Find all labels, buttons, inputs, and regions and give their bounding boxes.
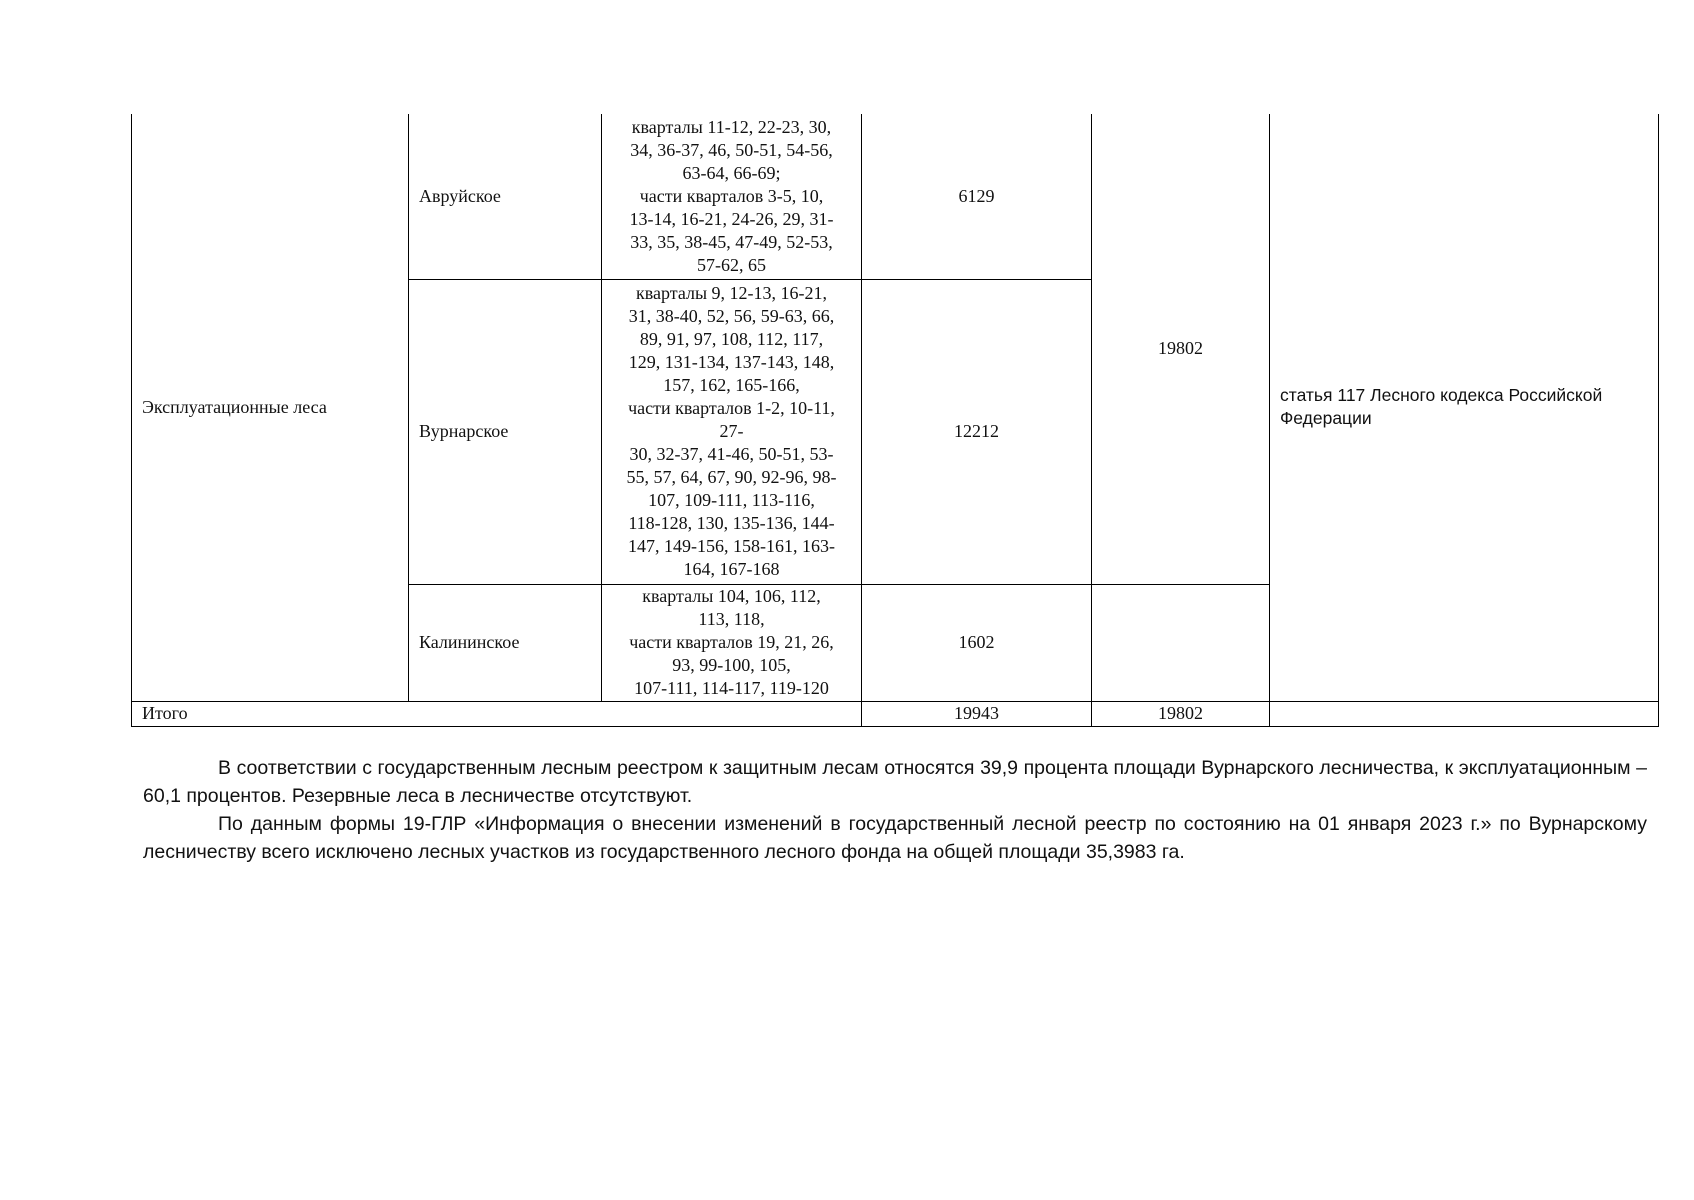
quarters-line: части кварталов 3-5, 10, bbox=[639, 185, 824, 206]
total-basis-cell bbox=[1270, 701, 1659, 726]
paragraph-excluded-plots: По данным формы 19-ГЛР «Информация о внесении изменений в государственный лесной реестр по состоянию на 01 января 2023 г.» по Вурнарскому лесничеству всего исключено лесных участков из государственного лесного фонда на общей площади 35,3983 га. bbox=[143, 813, 1647, 863]
quarters-line: 55, 57, 64, 67, 90, 92-96, 98- bbox=[626, 467, 837, 487]
forest-table bbox=[131, 114, 1659, 727]
total-row bbox=[132, 701, 1659, 726]
area-cell bbox=[862, 279, 1092, 584]
quarters-line: кварталы 9, 12-13, 16-21, bbox=[635, 283, 828, 303]
quarters-line: 33, 35, 38-45, 47-49, 52-53, bbox=[630, 231, 833, 252]
area-value: 1602 bbox=[958, 632, 995, 652]
quarters-cell bbox=[602, 279, 862, 584]
forestry-name: Калининское bbox=[419, 632, 520, 652]
forestry-name-cell bbox=[409, 114, 602, 279]
merged-total-cell bbox=[1092, 114, 1270, 584]
quarters-line: 34, 36-37, 46, 50-51, 54-56, bbox=[630, 139, 833, 160]
quarters-line: 107-111, 114-117, 119-120 bbox=[634, 678, 829, 698]
legal-basis-text: статья 117 Лесного кодекса Российской Федерации bbox=[1280, 385, 1603, 429]
quarters-line: 93, 99-100, 105, bbox=[672, 655, 791, 675]
quarters-line: части кварталов 19, 21, 26, bbox=[629, 632, 834, 652]
total-sum-cell bbox=[1092, 701, 1270, 726]
forest-category-label: Эксплуатационные леса bbox=[142, 396, 327, 417]
quarters-line: части кварталов 1-2, 10-11, bbox=[628, 398, 835, 418]
merged-total-value: 19802 bbox=[1158, 338, 1203, 359]
quarters-line: 113, 118, bbox=[698, 609, 765, 629]
forestry-name: Авруйское bbox=[419, 185, 501, 206]
empty-total-cell bbox=[1092, 584, 1270, 701]
quarters-line: 107, 109-111, 113-116, bbox=[648, 490, 815, 510]
forestry-name: Вурнарское bbox=[419, 421, 509, 441]
quarters-line: кварталы 11-12, 22-23, 30, bbox=[631, 116, 832, 137]
quarters-line: кварталы 104, 106, 112, bbox=[642, 586, 821, 606]
quarters-line: 27- bbox=[719, 421, 744, 441]
quarters-cell bbox=[602, 114, 862, 279]
quarters-line: 57-62, 65 bbox=[697, 254, 766, 275]
area-cell bbox=[862, 584, 1092, 701]
quarters-line: 13-14, 16-21, 24-26, 29, 31- bbox=[629, 208, 834, 229]
quarters-line: 118-128, 130, 135-136, 144- bbox=[628, 513, 835, 533]
total-area-cell bbox=[862, 701, 1092, 726]
total-sum-value: 19802 bbox=[1158, 703, 1203, 723]
quarters-line: 89, 91, 97, 108, 112, 117, bbox=[639, 329, 824, 349]
area-value: 12212 bbox=[954, 421, 999, 441]
forestry-name-cell bbox=[409, 279, 602, 584]
total-label: Итого bbox=[142, 703, 188, 723]
quarters-line: 147, 149-156, 158-161, 163- bbox=[628, 536, 835, 556]
quarters-line: 31, 38-40, 52, 56, 59-63, 66, bbox=[628, 306, 835, 326]
paragraph-forest-share: В соответствии с государственным лесным реестром к защитным лесам относятся 39,9 процента площади Вурнарского лесничества, к эксплуатационным – 60,1 процентов. Резервные леса в лесничестве отсутствуют. bbox=[143, 757, 1647, 807]
area-value: 6129 bbox=[958, 185, 995, 206]
area-cell bbox=[862, 114, 1092, 279]
quarters-cell bbox=[602, 584, 862, 701]
quarters-line: 157, 162, 165-166, bbox=[663, 375, 800, 395]
forest-category-cell bbox=[132, 114, 409, 701]
total-area-value: 19943 bbox=[954, 703, 999, 723]
legal-basis-cell bbox=[1270, 114, 1659, 701]
table-row bbox=[132, 114, 1659, 279]
quarters-line: 63-64, 66-69; bbox=[682, 162, 781, 183]
quarters-line: 164, 167-168 bbox=[683, 559, 780, 579]
quarters-line: 30, 32-37, 41-46, 50-51, 53- bbox=[629, 444, 834, 464]
forestry-name-cell bbox=[409, 584, 602, 701]
quarters-line: 129, 131-134, 137-143, 148, bbox=[628, 352, 835, 372]
total-label-cell bbox=[132, 701, 862, 726]
